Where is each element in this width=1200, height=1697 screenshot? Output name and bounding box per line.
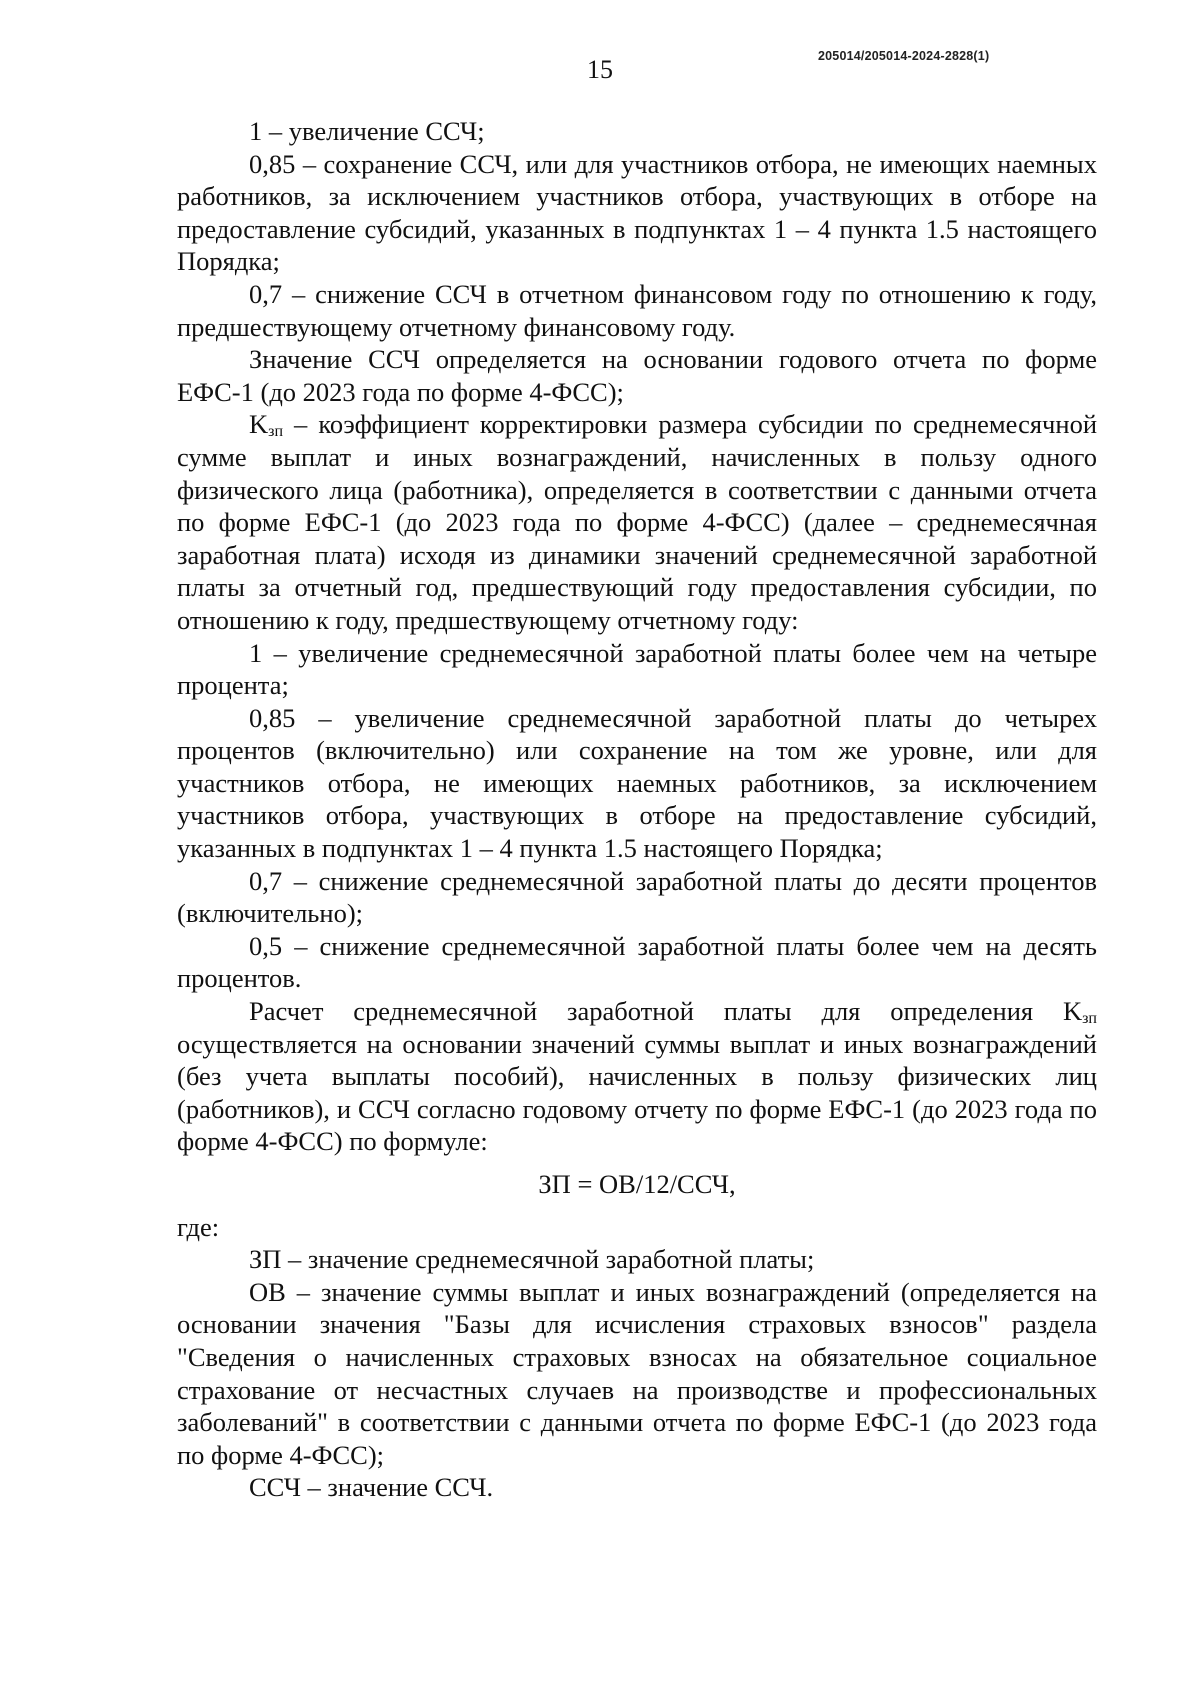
paragraph-salary-decrease-over-10: 0,5 – снижение среднемесячной заработной платы более чем на десять процентов.: [177, 930, 1097, 994]
salary-calculation-text: Расчет среднемесячной заработной платы для определения K: [249, 996, 1083, 1027]
paragraph-salary-decrease-up-to-10: 0,7 – снижение среднемесячной заработной платы до десяти процентов (включительно);: [177, 865, 1097, 929]
document-id: 205014/205014-2024-2828(1): [818, 49, 990, 63]
paragraph-ssch-increase: 1 – увеличение ССЧ;: [249, 116, 485, 146]
kzp-definition-text: – коэффициент корректировки размера субсидии по среднемесячной сумме выплат и иных вознаграждений, начисленных в пользу одного физического лица (работника), определяется в соответствии с данными отчета по форме ЕФС-1 (до 2023 года по форме 4-ФСС) (далее – среднемесячная заработная плата) исходя из динамики значений среднемесячной заработной платы за отчетный год, предшествующий году предоставления субсидии, по отношению к году, предшествующему отчетному году:: [177, 409, 1097, 635]
paragraph-kzp-definition: [177, 408, 1097, 636]
paragraph-salary-increase-up-to-4: 0,85 – увеличение среднемесячной заработной платы до четырех процентов (включительно) или сохранение на том же уровне, или для участников отбора, не имеющих наемных работников, за исключением участников отбора, участвующих в отборе на предоставление субсидий, указанных в подпунктах 1 – 4 пункта 1.5 настоящего Порядка;: [177, 702, 1097, 864]
paragraph-salary-calculation: [177, 995, 1097, 1158]
kzp-symbol: K: [249, 409, 269, 440]
document-body: [177, 115, 1097, 1504]
page-number: 15: [587, 55, 613, 84]
salary-calculation-text-cont: осуществляется на основании значений суммы выплат и иных вознаграждений (без учета выплаты пособий), начисленных в пользу физических лиц (работников), и ССЧ согласно годовому отчету по форме ЕФС-1 (до 2023 года по форме 4-ФСС) по формуле:: [177, 1028, 1097, 1157]
kzp-subscript: зп: [1082, 1010, 1097, 1028]
paragraph-ssch-definition: Значение ССЧ определяется на основании годового отчета по форме ЕФС-1 (до 2023 года по форме 4-ФСС);: [177, 344, 1097, 407]
paragraph-salary-increase-over-4: 1 – увеличение среднемесячной заработной платы более чем на четыре процента;: [177, 637, 1097, 701]
paragraph-where: где:: [177, 1211, 220, 1242]
kzp-subscript: зп: [268, 423, 284, 441]
paragraph-ssch-value: ССЧ – значение ССЧ.: [249, 1472, 494, 1503]
paragraph-zp-definition: ЗП – значение среднемесячной заработной платы;: [249, 1244, 815, 1275]
paragraph-ssch-decrease: 0,7 – снижение ССЧ в отчетном финансовом году по отношению к году, предшествующему отчетному финансовому году.: [177, 278, 1097, 342]
paragraph-ov-definition: ОВ – значение суммы выплат и иных вознаграждений (определяется на основании значения "Базы для исчисления страховых взносов" раздела "Сведения о начисленных страховых взносах на обязательное социальное страхование от несчастных случаев на производстве и профессиональных заболеваний" в соответствии с данными отчета по форме ЕФС-1 (до 2023 года по форме 4-ФСС);: [177, 1276, 1097, 1470]
formula: ЗП = ОВ/12/ССЧ,: [538, 1169, 736, 1199]
paragraph-ssch-preserve: 0,85 – сохранение ССЧ, или для участников отбора, не имеющих наемных работников, за исключением участников отбора, участвующих в отборе на предоставление субсидий, указанных в подпунктах 1 – 4 пункта 1.5 настоящего Порядка;: [177, 148, 1097, 277]
